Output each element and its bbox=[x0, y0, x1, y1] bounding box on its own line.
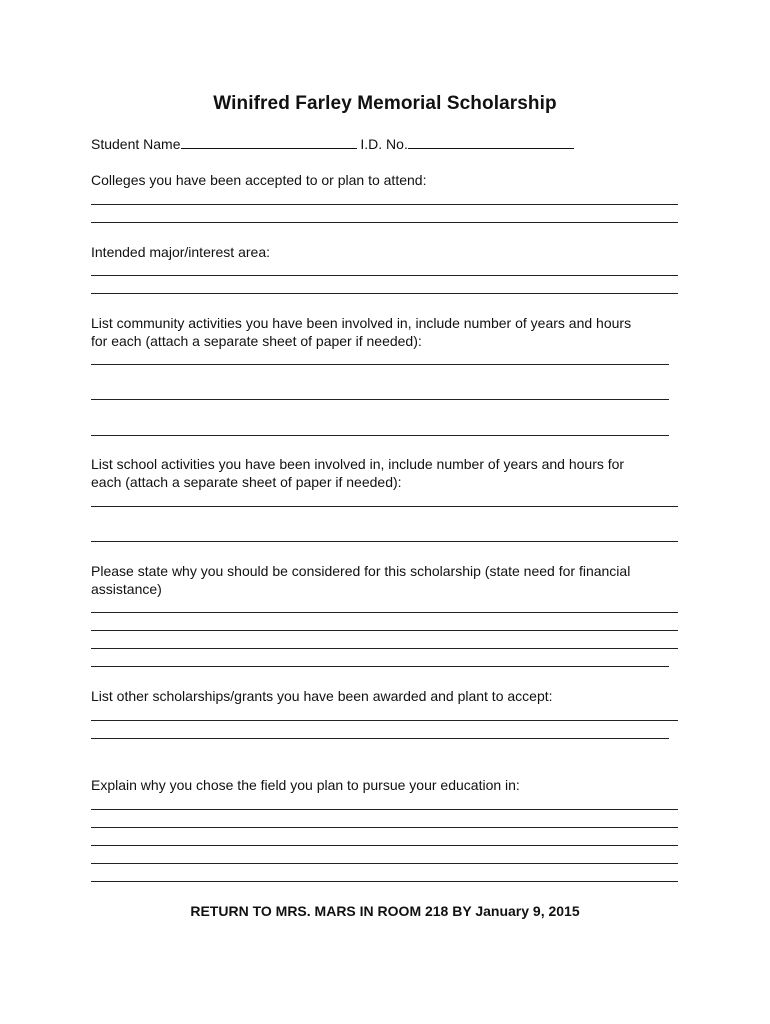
why-prompt-line-2: assistance) bbox=[91, 581, 162, 597]
community-answer-line[interactable] bbox=[91, 364, 669, 365]
major-answer-line[interactable] bbox=[91, 275, 678, 276]
major-answer-line[interactable] bbox=[91, 293, 678, 294]
school-prompt-line-2: each (attach a separate sheet of paper if needed): bbox=[91, 474, 402, 490]
colleges-answer-line[interactable] bbox=[91, 204, 678, 205]
field-explanation-prompt: Explain why you chose the field you plan to pursue your education in: bbox=[91, 777, 520, 793]
community-prompt-line-1: List community activities you have been involved in, include number of years and hours bbox=[91, 315, 632, 331]
school-answer-line[interactable] bbox=[91, 541, 678, 542]
school-answer-line[interactable] bbox=[91, 506, 678, 507]
why-answer-line[interactable] bbox=[91, 648, 678, 649]
colleges-prompt: Colleges you have been accepted to or plan to attend: bbox=[91, 172, 427, 188]
community-answer-line[interactable] bbox=[91, 399, 669, 400]
field-explanation-answer-line[interactable] bbox=[91, 863, 678, 864]
id-number-label: I.D. No. bbox=[360, 136, 408, 152]
major-prompt: Intended major/interest area: bbox=[91, 244, 270, 260]
why-answer-line[interactable] bbox=[91, 666, 669, 667]
why-answer-line[interactable] bbox=[91, 630, 678, 631]
colleges-answer-line[interactable] bbox=[91, 222, 678, 223]
id-number-field[interactable] bbox=[408, 135, 574, 149]
student-name-field[interactable] bbox=[181, 135, 357, 149]
field-explanation-answer-line[interactable] bbox=[91, 827, 678, 828]
field-explanation-answer-line[interactable] bbox=[91, 809, 678, 810]
school-prompt-line-1: List school activities you have been involved in, include number of years and hours for bbox=[91, 456, 625, 472]
why-prompt-line-1: Please state why you should be considered for this scholarship (state need for financial bbox=[91, 563, 631, 579]
student-name-label: Student Name bbox=[91, 136, 181, 152]
other-scholarships-prompt: List other scholarships/grants you have been awarded and plant to accept: bbox=[91, 688, 553, 704]
why-answer-line[interactable] bbox=[91, 612, 678, 613]
community-prompt-line-2: for each (attach a separate sheet of paper if needed): bbox=[91, 333, 422, 349]
field-explanation-answer-line[interactable] bbox=[91, 881, 678, 882]
form-title: Winifred Farley Memorial Scholarship bbox=[213, 93, 557, 114]
other-scholarships-answer-line[interactable] bbox=[91, 720, 678, 721]
other-scholarships-answer-line[interactable] bbox=[91, 738, 669, 739]
return-instructions: RETURN TO MRS. MARS IN ROOM 218 BY January 9, 2015 bbox=[190, 903, 580, 919]
student-info-row bbox=[91, 135, 574, 153]
field-explanation-answer-line[interactable] bbox=[91, 845, 678, 846]
community-answer-line[interactable] bbox=[91, 435, 669, 436]
